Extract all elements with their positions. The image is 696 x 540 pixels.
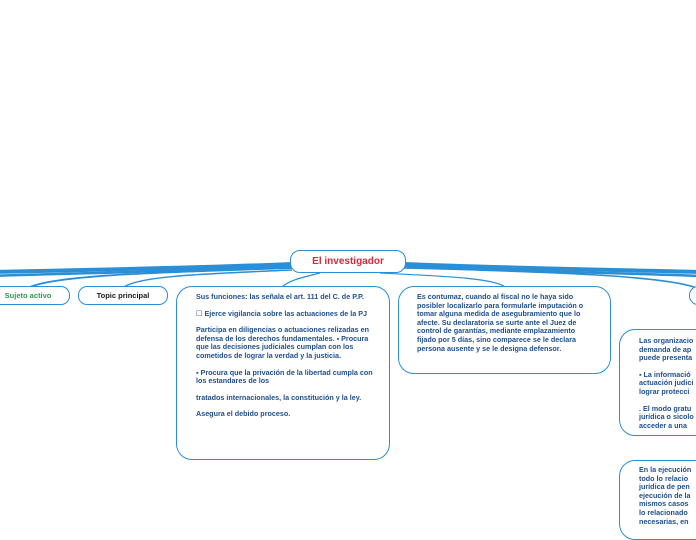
topic-principal[interactable]: Topic principal <box>78 286 168 305</box>
funciones-line: tratados internacionales, la constitución y la ley. <box>196 392 362 402</box>
branch-contumaz <box>380 273 505 287</box>
contumaz-text: Es contumaz, cuando al fiscal no le haya sido posibler localizarlo para formularle imputación o tomar alguna medida de asegubramiento que lo afecte. Su declaratoria se surte ante el Juez de control de garantías, mediante emplazamiento fijado por 5 días, sino comparece se le declara persona ausente y se le designa defensor. <box>417 292 586 353</box>
funciones-line: ☐ Ejerce vigilancia sobre las actuaciones de la PJ <box>196 308 368 318</box>
node-organizaciones[interactable] <box>619 329 696 436</box>
central-topic[interactable]: El investigador <box>290 250 406 273</box>
node-contumaz[interactable] <box>398 286 611 374</box>
organizaciones-line: ▪ La informació actuación judici lograr protecci <box>639 369 694 396</box>
funciones-line: Participa en diligencias o actuaciones relizadas en defensa de los derechos fundamentales. ▪ Procura que las decisiones judiciales cumplan con los cometidos de lograr la verdad y la justicia. <box>196 325 371 360</box>
funciones-line: Sus funciones: las señala el art. 111 del C. de P.P. <box>196 292 364 301</box>
node-funciones[interactable] <box>176 286 390 460</box>
topic-sujeto-activo[interactable]: Sujeto activo <box>0 286 70 305</box>
ejecucion-text: En la ejecución todo lo relacio jurídica de pen ejecución de la mismos casos lo relacionado necesarias, en <box>639 465 692 526</box>
funciones-line: Asegura el debido proceso. <box>196 409 291 419</box>
branch-funciones <box>282 273 320 287</box>
funciones-line: ▪ Procura que la privación de la libertad cumpla con los estandares de los <box>196 367 375 386</box>
organizaciones-line: Las organizacio demanda de ap puede presenta <box>639 336 694 363</box>
node-ejecucion[interactable] <box>619 460 696 540</box>
organizaciones-line: . El modo gratu jurídica o sicolo acceder a una <box>639 403 694 430</box>
